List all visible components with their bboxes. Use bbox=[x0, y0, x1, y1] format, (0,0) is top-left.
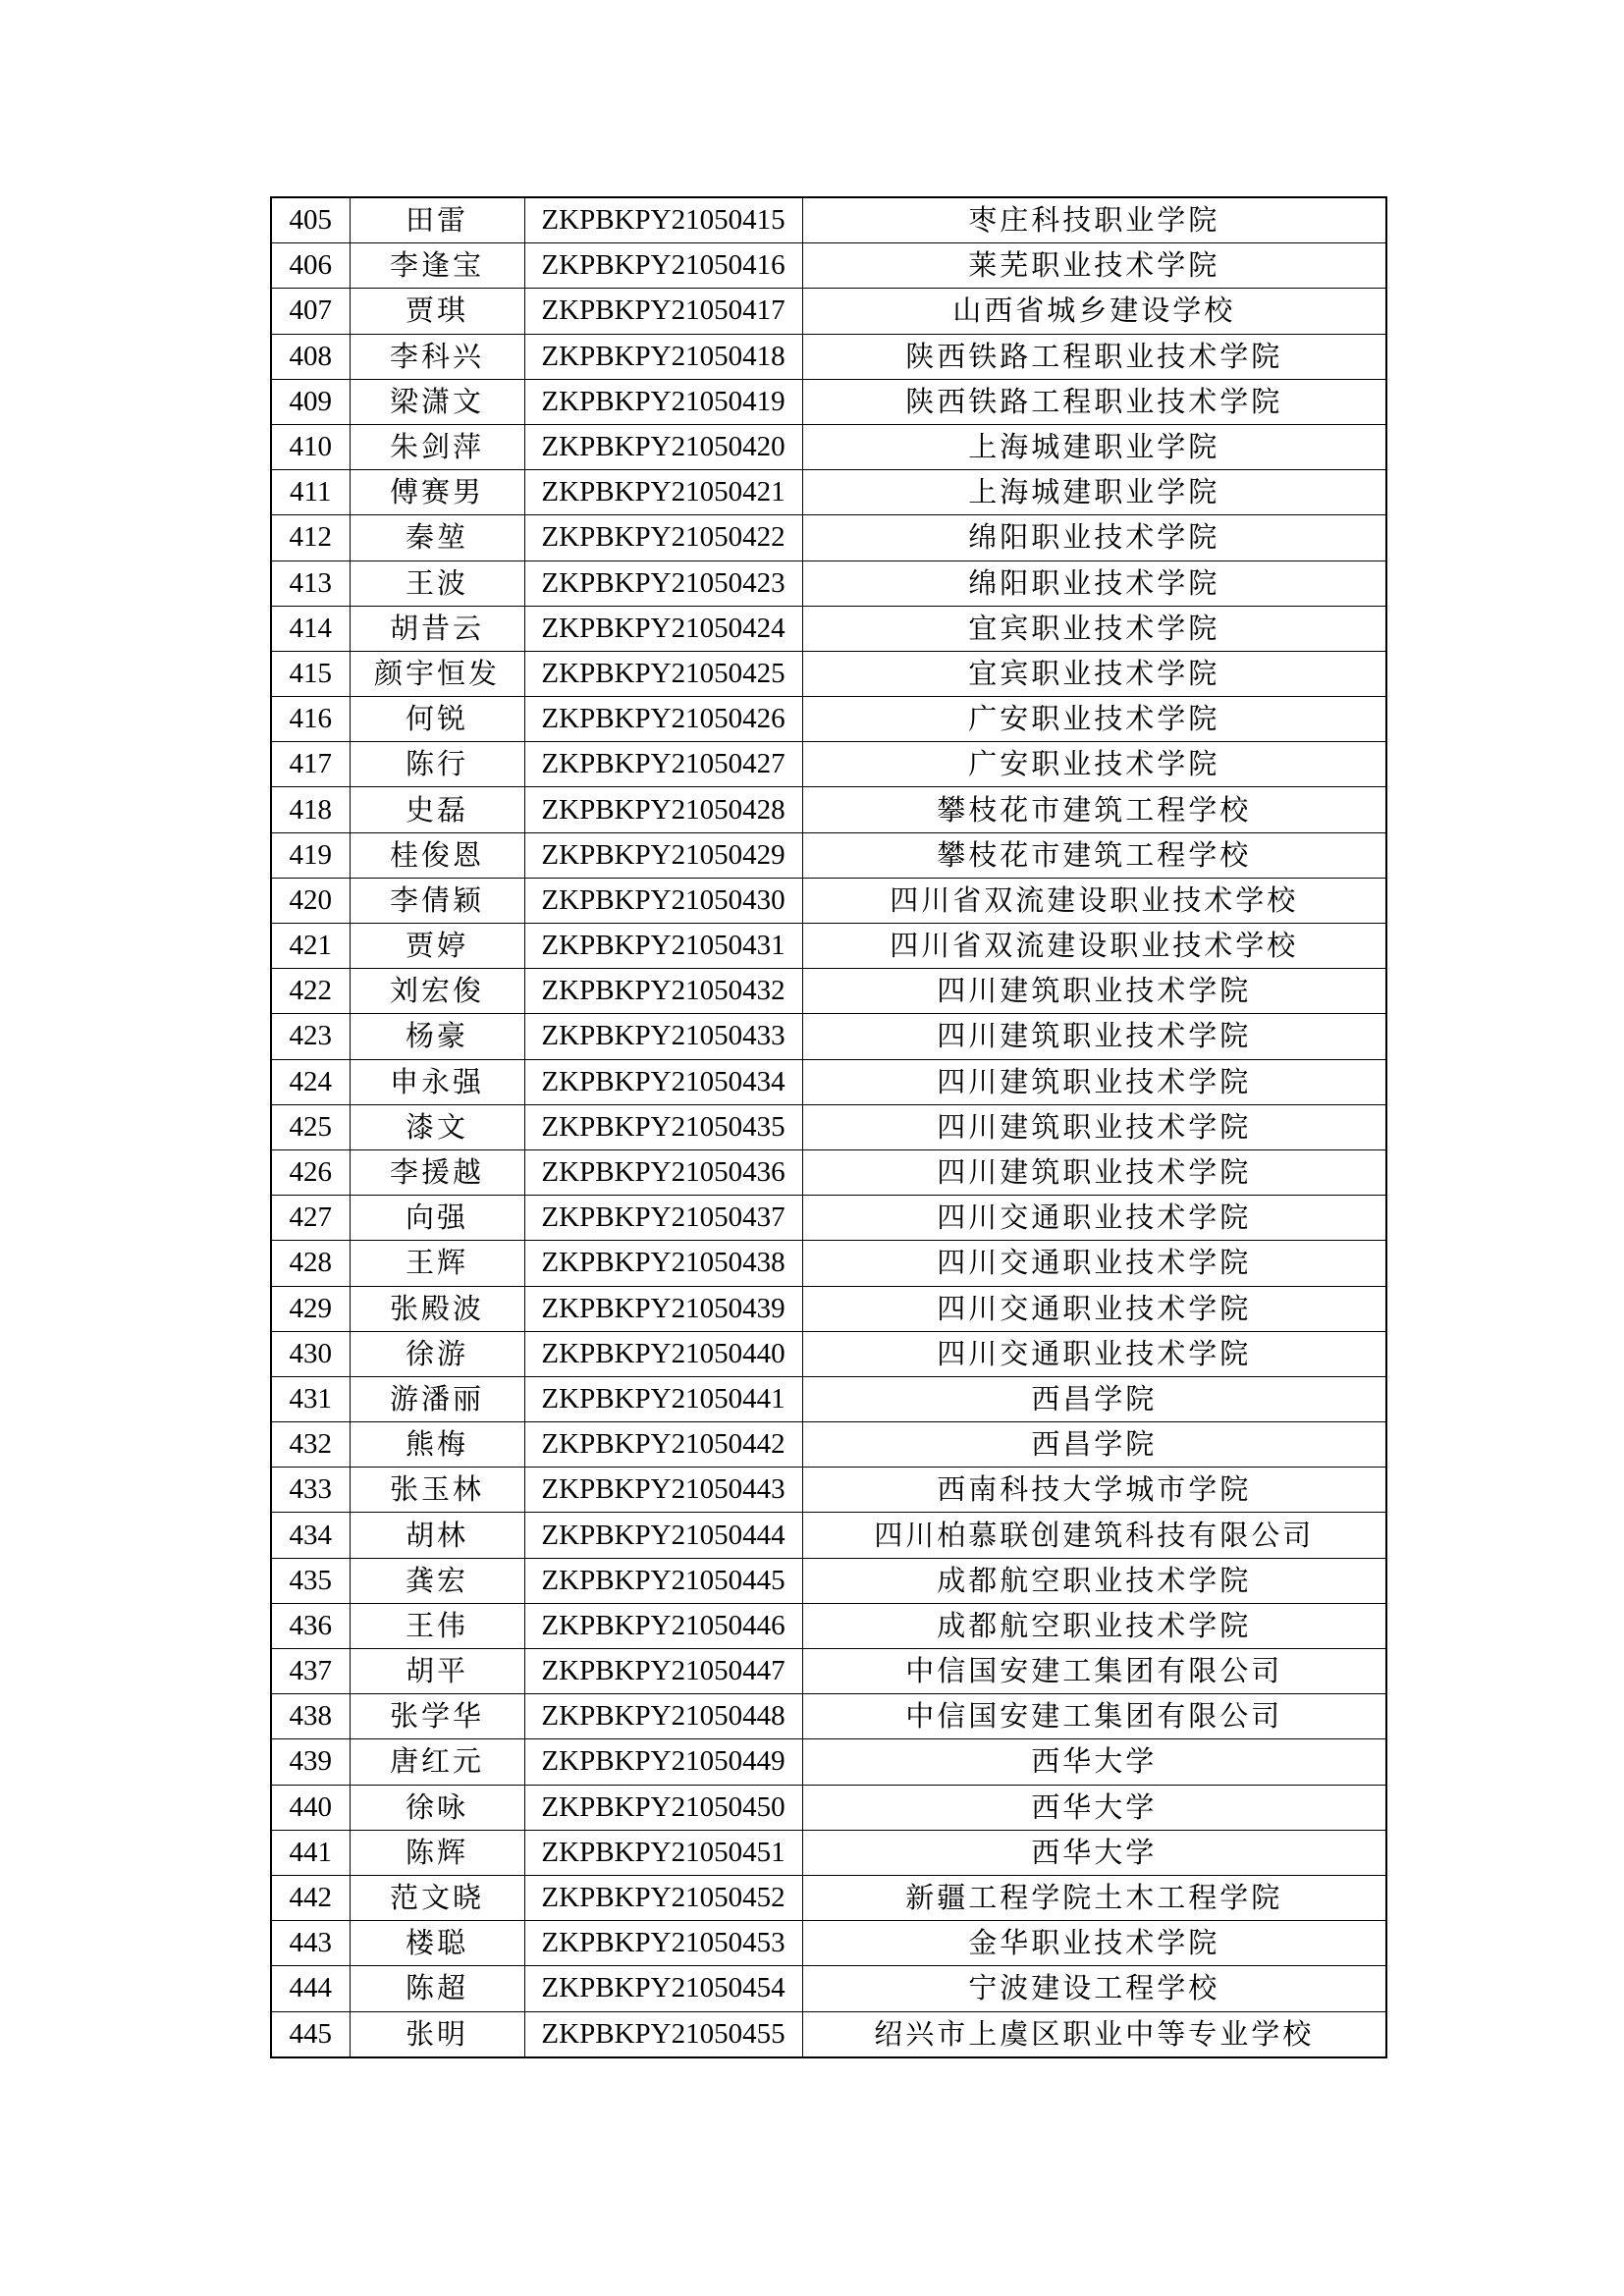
row-number-cell: 429 bbox=[271, 1286, 350, 1331]
certificate-number-cell: ZKPBKPY21050444 bbox=[524, 1513, 802, 1558]
table-row bbox=[271, 561, 1386, 606]
name-cell: 秦堃 bbox=[350, 515, 524, 561]
certificate-number-cell: ZKPBKPY21050454 bbox=[524, 1966, 802, 2011]
organization-cell: 四川省双流建设职业技术学校 bbox=[802, 878, 1386, 923]
table-row bbox=[271, 1376, 1386, 1421]
row-number-cell: 431 bbox=[271, 1376, 350, 1421]
name-cell: 向强 bbox=[350, 1196, 524, 1241]
table-row bbox=[271, 1739, 1386, 1785]
name-cell: 陈超 bbox=[350, 1966, 524, 2011]
row-number-cell: 422 bbox=[271, 969, 350, 1014]
table-row bbox=[271, 878, 1386, 923]
certificate-number-cell: ZKPBKPY21050441 bbox=[524, 1376, 802, 1421]
table-row bbox=[271, 334, 1386, 379]
table-row bbox=[271, 424, 1386, 469]
table-row bbox=[271, 2011, 1386, 2057]
certificate-number-cell: ZKPBKPY21050453 bbox=[524, 1921, 802, 1966]
table-row bbox=[271, 470, 1386, 515]
organization-cell: 西昌学院 bbox=[802, 1422, 1386, 1468]
name-cell: 张明 bbox=[350, 2011, 524, 2057]
name-cell: 胡昔云 bbox=[350, 606, 524, 651]
organization-cell: 金华职业技术学院 bbox=[802, 1921, 1386, 1966]
organization-cell: 宜宾职业技术学院 bbox=[802, 606, 1386, 651]
table-row bbox=[271, 697, 1386, 742]
row-number-cell: 418 bbox=[271, 787, 350, 832]
certificate-number-cell: ZKPBKPY21050455 bbox=[524, 2011, 802, 2057]
table-row bbox=[271, 1149, 1386, 1195]
table-row bbox=[271, 243, 1386, 289]
certificate-number-cell: ZKPBKPY21050445 bbox=[524, 1558, 802, 1603]
roster-table bbox=[270, 196, 1387, 2058]
table-row bbox=[271, 1603, 1386, 1648]
row-number-cell: 435 bbox=[271, 1558, 350, 1603]
table-row bbox=[271, 742, 1386, 787]
table-row bbox=[271, 832, 1386, 878]
organization-cell: 四川建筑职业技术学院 bbox=[802, 1149, 1386, 1195]
name-cell: 李援越 bbox=[350, 1149, 524, 1195]
certificate-number-cell: ZKPBKPY21050415 bbox=[524, 197, 802, 243]
certificate-number-cell: ZKPBKPY21050442 bbox=[524, 1422, 802, 1468]
organization-cell: 中信国安建工集团有限公司 bbox=[802, 1649, 1386, 1694]
table-row bbox=[271, 379, 1386, 424]
row-number-cell: 419 bbox=[271, 832, 350, 878]
row-number-cell: 414 bbox=[271, 606, 350, 651]
row-number-cell: 441 bbox=[271, 1830, 350, 1875]
name-cell: 张玉林 bbox=[350, 1468, 524, 1513]
roster-body bbox=[271, 197, 1386, 2057]
organization-cell: 中信国安建工集团有限公司 bbox=[802, 1694, 1386, 1739]
name-cell: 熊梅 bbox=[350, 1422, 524, 1468]
row-number-cell: 437 bbox=[271, 1649, 350, 1694]
certificate-number-cell: ZKPBKPY21050438 bbox=[524, 1241, 802, 1286]
certificate-number-cell: ZKPBKPY21050427 bbox=[524, 742, 802, 787]
organization-cell: 上海城建职业学院 bbox=[802, 424, 1386, 469]
name-cell: 梁潇文 bbox=[350, 379, 524, 424]
name-cell: 傅赛男 bbox=[350, 470, 524, 515]
name-cell: 范文晓 bbox=[350, 1875, 524, 1920]
name-cell: 何锐 bbox=[350, 697, 524, 742]
row-number-cell: 438 bbox=[271, 1694, 350, 1739]
organization-cell: 陕西铁路工程职业技术学院 bbox=[802, 379, 1386, 424]
row-number-cell: 440 bbox=[271, 1785, 350, 1830]
name-cell: 贾琪 bbox=[350, 289, 524, 334]
certificate-number-cell: ZKPBKPY21050428 bbox=[524, 787, 802, 832]
name-cell: 田雷 bbox=[350, 197, 524, 243]
table-row bbox=[271, 1286, 1386, 1331]
organization-cell: 四川建筑职业技术学院 bbox=[802, 1104, 1386, 1149]
name-cell: 胡林 bbox=[350, 1513, 524, 1558]
row-number-cell: 416 bbox=[271, 697, 350, 742]
certificate-number-cell: ZKPBKPY21050451 bbox=[524, 1830, 802, 1875]
organization-cell: 四川建筑职业技术学院 bbox=[802, 969, 1386, 1014]
certificate-number-cell: ZKPBKPY21050448 bbox=[524, 1694, 802, 1739]
row-number-cell: 432 bbox=[271, 1422, 350, 1468]
organization-cell: 宜宾职业技术学院 bbox=[802, 651, 1386, 696]
name-cell: 李科兴 bbox=[350, 334, 524, 379]
row-number-cell: 427 bbox=[271, 1196, 350, 1241]
certificate-number-cell: ZKPBKPY21050436 bbox=[524, 1149, 802, 1195]
table-row bbox=[271, 1830, 1386, 1875]
name-cell: 李倩颖 bbox=[350, 878, 524, 923]
name-cell: 王波 bbox=[350, 561, 524, 606]
certificate-number-cell: ZKPBKPY21050421 bbox=[524, 470, 802, 515]
table-row bbox=[271, 1331, 1386, 1376]
name-cell: 徐游 bbox=[350, 1331, 524, 1376]
organization-cell: 新疆工程学院土木工程学院 bbox=[802, 1875, 1386, 1920]
name-cell: 徐咏 bbox=[350, 1785, 524, 1830]
table-row bbox=[271, 1921, 1386, 1966]
name-cell: 朱剑萍 bbox=[350, 424, 524, 469]
row-number-cell: 406 bbox=[271, 243, 350, 289]
certificate-number-cell: ZKPBKPY21050424 bbox=[524, 606, 802, 651]
organization-cell: 成都航空职业技术学院 bbox=[802, 1603, 1386, 1648]
organization-cell: 山西省城乡建设学校 bbox=[802, 289, 1386, 334]
row-number-cell: 444 bbox=[271, 1966, 350, 2011]
row-number-cell: 442 bbox=[271, 1875, 350, 1920]
organization-cell: 绍兴市上虞区职业中等专业学校 bbox=[802, 2011, 1386, 2057]
name-cell: 李逢宝 bbox=[350, 243, 524, 289]
certificate-number-cell: ZKPBKPY21050420 bbox=[524, 424, 802, 469]
table-row bbox=[271, 1785, 1386, 1830]
name-cell: 唐红元 bbox=[350, 1739, 524, 1785]
certificate-number-cell: ZKPBKPY21050416 bbox=[524, 243, 802, 289]
certificate-number-cell: ZKPBKPY21050434 bbox=[524, 1059, 802, 1104]
certificate-number-cell: ZKPBKPY21050418 bbox=[524, 334, 802, 379]
row-number-cell: 413 bbox=[271, 561, 350, 606]
certificate-number-cell: ZKPBKPY21050426 bbox=[524, 697, 802, 742]
organization-cell: 攀枝花市建筑工程学校 bbox=[802, 787, 1386, 832]
row-number-cell: 423 bbox=[271, 1014, 350, 1059]
organization-cell: 四川交通职业技术学院 bbox=[802, 1286, 1386, 1331]
certificate-number-cell: ZKPBKPY21050446 bbox=[524, 1603, 802, 1648]
certificate-number-cell: ZKPBKPY21050435 bbox=[524, 1104, 802, 1149]
table-row bbox=[271, 1014, 1386, 1059]
name-cell: 龚宏 bbox=[350, 1558, 524, 1603]
row-number-cell: 443 bbox=[271, 1921, 350, 1966]
row-number-cell: 405 bbox=[271, 197, 350, 243]
table-row bbox=[271, 606, 1386, 651]
row-number-cell: 430 bbox=[271, 1331, 350, 1376]
certificate-number-cell: ZKPBKPY21050423 bbox=[524, 561, 802, 606]
certificate-number-cell: ZKPBKPY21050450 bbox=[524, 1785, 802, 1830]
organization-cell: 四川省双流建设职业技术学校 bbox=[802, 924, 1386, 969]
name-cell: 贾婷 bbox=[350, 924, 524, 969]
row-number-cell: 411 bbox=[271, 470, 350, 515]
row-number-cell: 421 bbox=[271, 924, 350, 969]
certificate-number-cell: ZKPBKPY21050452 bbox=[524, 1875, 802, 1920]
organization-cell: 四川交通职业技术学院 bbox=[802, 1241, 1386, 1286]
row-number-cell: 426 bbox=[271, 1149, 350, 1195]
name-cell: 申永强 bbox=[350, 1059, 524, 1104]
row-number-cell: 425 bbox=[271, 1104, 350, 1149]
row-number-cell: 417 bbox=[271, 742, 350, 787]
name-cell: 刘宏俊 bbox=[350, 969, 524, 1014]
name-cell: 楼聪 bbox=[350, 1921, 524, 1966]
row-number-cell: 428 bbox=[271, 1241, 350, 1286]
name-cell: 陈行 bbox=[350, 742, 524, 787]
table-row bbox=[271, 1468, 1386, 1513]
organization-cell: 上海城建职业学院 bbox=[802, 470, 1386, 515]
organization-cell: 西华大学 bbox=[802, 1830, 1386, 1875]
name-cell: 桂俊恩 bbox=[350, 832, 524, 878]
table-row bbox=[271, 1513, 1386, 1558]
row-number-cell: 412 bbox=[271, 515, 350, 561]
row-number-cell: 439 bbox=[271, 1739, 350, 1785]
name-cell: 游潘丽 bbox=[350, 1376, 524, 1421]
organization-cell: 陕西铁路工程职业技术学院 bbox=[802, 334, 1386, 379]
organization-cell: 西华大学 bbox=[802, 1739, 1386, 1785]
name-cell: 杨豪 bbox=[350, 1014, 524, 1059]
certificate-number-cell: ZKPBKPY21050417 bbox=[524, 289, 802, 334]
organization-cell: 绵阳职业技术学院 bbox=[802, 515, 1386, 561]
organization-cell: 四川建筑职业技术学院 bbox=[802, 1014, 1386, 1059]
table-row bbox=[271, 197, 1386, 243]
certificate-number-cell: ZKPBKPY21050430 bbox=[524, 878, 802, 923]
organization-cell: 广安职业技术学院 bbox=[802, 697, 1386, 742]
row-number-cell: 445 bbox=[271, 2011, 350, 2057]
name-cell: 漆文 bbox=[350, 1104, 524, 1149]
name-cell: 史磊 bbox=[350, 787, 524, 832]
organization-cell: 枣庄科技职业学院 bbox=[802, 197, 1386, 243]
certificate-number-cell: ZKPBKPY21050447 bbox=[524, 1649, 802, 1694]
organization-cell: 广安职业技术学院 bbox=[802, 742, 1386, 787]
table-row bbox=[271, 924, 1386, 969]
row-number-cell: 433 bbox=[271, 1468, 350, 1513]
certificate-number-cell: ZKPBKPY21050449 bbox=[524, 1739, 802, 1785]
table-row bbox=[271, 1875, 1386, 1920]
certificate-number-cell: ZKPBKPY21050419 bbox=[524, 379, 802, 424]
organization-cell: 绵阳职业技术学院 bbox=[802, 561, 1386, 606]
table-row bbox=[271, 969, 1386, 1014]
certificate-number-cell: ZKPBKPY21050431 bbox=[524, 924, 802, 969]
table-row bbox=[271, 1422, 1386, 1468]
row-number-cell: 436 bbox=[271, 1603, 350, 1648]
table-row bbox=[271, 1694, 1386, 1739]
name-cell: 胡平 bbox=[350, 1649, 524, 1694]
table-row bbox=[271, 289, 1386, 334]
organization-cell: 莱芜职业技术学院 bbox=[802, 243, 1386, 289]
name-cell: 王辉 bbox=[350, 1241, 524, 1286]
table-row bbox=[271, 1196, 1386, 1241]
organization-cell: 西昌学院 bbox=[802, 1376, 1386, 1421]
row-number-cell: 409 bbox=[271, 379, 350, 424]
table-row bbox=[271, 1059, 1386, 1104]
organization-cell: 四川交通职业技术学院 bbox=[802, 1331, 1386, 1376]
table-row bbox=[271, 1241, 1386, 1286]
certificate-number-cell: ZKPBKPY21050433 bbox=[524, 1014, 802, 1059]
organization-cell: 四川交通职业技术学院 bbox=[802, 1196, 1386, 1241]
table-row bbox=[271, 1558, 1386, 1603]
organization-cell: 四川建筑职业技术学院 bbox=[802, 1059, 1386, 1104]
certificate-number-cell: ZKPBKPY21050440 bbox=[524, 1331, 802, 1376]
certificate-number-cell: ZKPBKPY21050422 bbox=[524, 515, 802, 561]
row-number-cell: 415 bbox=[271, 651, 350, 696]
organization-cell: 西华大学 bbox=[802, 1785, 1386, 1830]
row-number-cell: 434 bbox=[271, 1513, 350, 1558]
row-number-cell: 408 bbox=[271, 334, 350, 379]
row-number-cell: 424 bbox=[271, 1059, 350, 1104]
table-row bbox=[271, 787, 1386, 832]
organization-cell: 宁波建设工程学校 bbox=[802, 1966, 1386, 2011]
certificate-number-cell: ZKPBKPY21050443 bbox=[524, 1468, 802, 1513]
organization-cell: 四川柏慕联创建筑科技有限公司 bbox=[802, 1513, 1386, 1558]
organization-cell: 成都航空职业技术学院 bbox=[802, 1558, 1386, 1603]
name-cell: 颜宇恒发 bbox=[350, 651, 524, 696]
table-row bbox=[271, 1649, 1386, 1694]
organization-cell: 西南科技大学城市学院 bbox=[802, 1468, 1386, 1513]
organization-cell: 攀枝花市建筑工程学校 bbox=[802, 832, 1386, 878]
name-cell: 陈辉 bbox=[350, 1830, 524, 1875]
row-number-cell: 407 bbox=[271, 289, 350, 334]
certificate-number-cell: ZKPBKPY21050425 bbox=[524, 651, 802, 696]
table-row bbox=[271, 1966, 1386, 2011]
name-cell: 张殿波 bbox=[350, 1286, 524, 1331]
row-number-cell: 420 bbox=[271, 878, 350, 923]
table-row bbox=[271, 1104, 1386, 1149]
row-number-cell: 410 bbox=[271, 424, 350, 469]
name-cell: 王伟 bbox=[350, 1603, 524, 1648]
certificate-number-cell: ZKPBKPY21050437 bbox=[524, 1196, 802, 1241]
certificate-number-cell: ZKPBKPY21050432 bbox=[524, 969, 802, 1014]
table-row bbox=[271, 515, 1386, 561]
table-row bbox=[271, 651, 1386, 696]
certificate-number-cell: ZKPBKPY21050439 bbox=[524, 1286, 802, 1331]
certificate-number-cell: ZKPBKPY21050429 bbox=[524, 832, 802, 878]
name-cell: 张学华 bbox=[350, 1694, 524, 1739]
